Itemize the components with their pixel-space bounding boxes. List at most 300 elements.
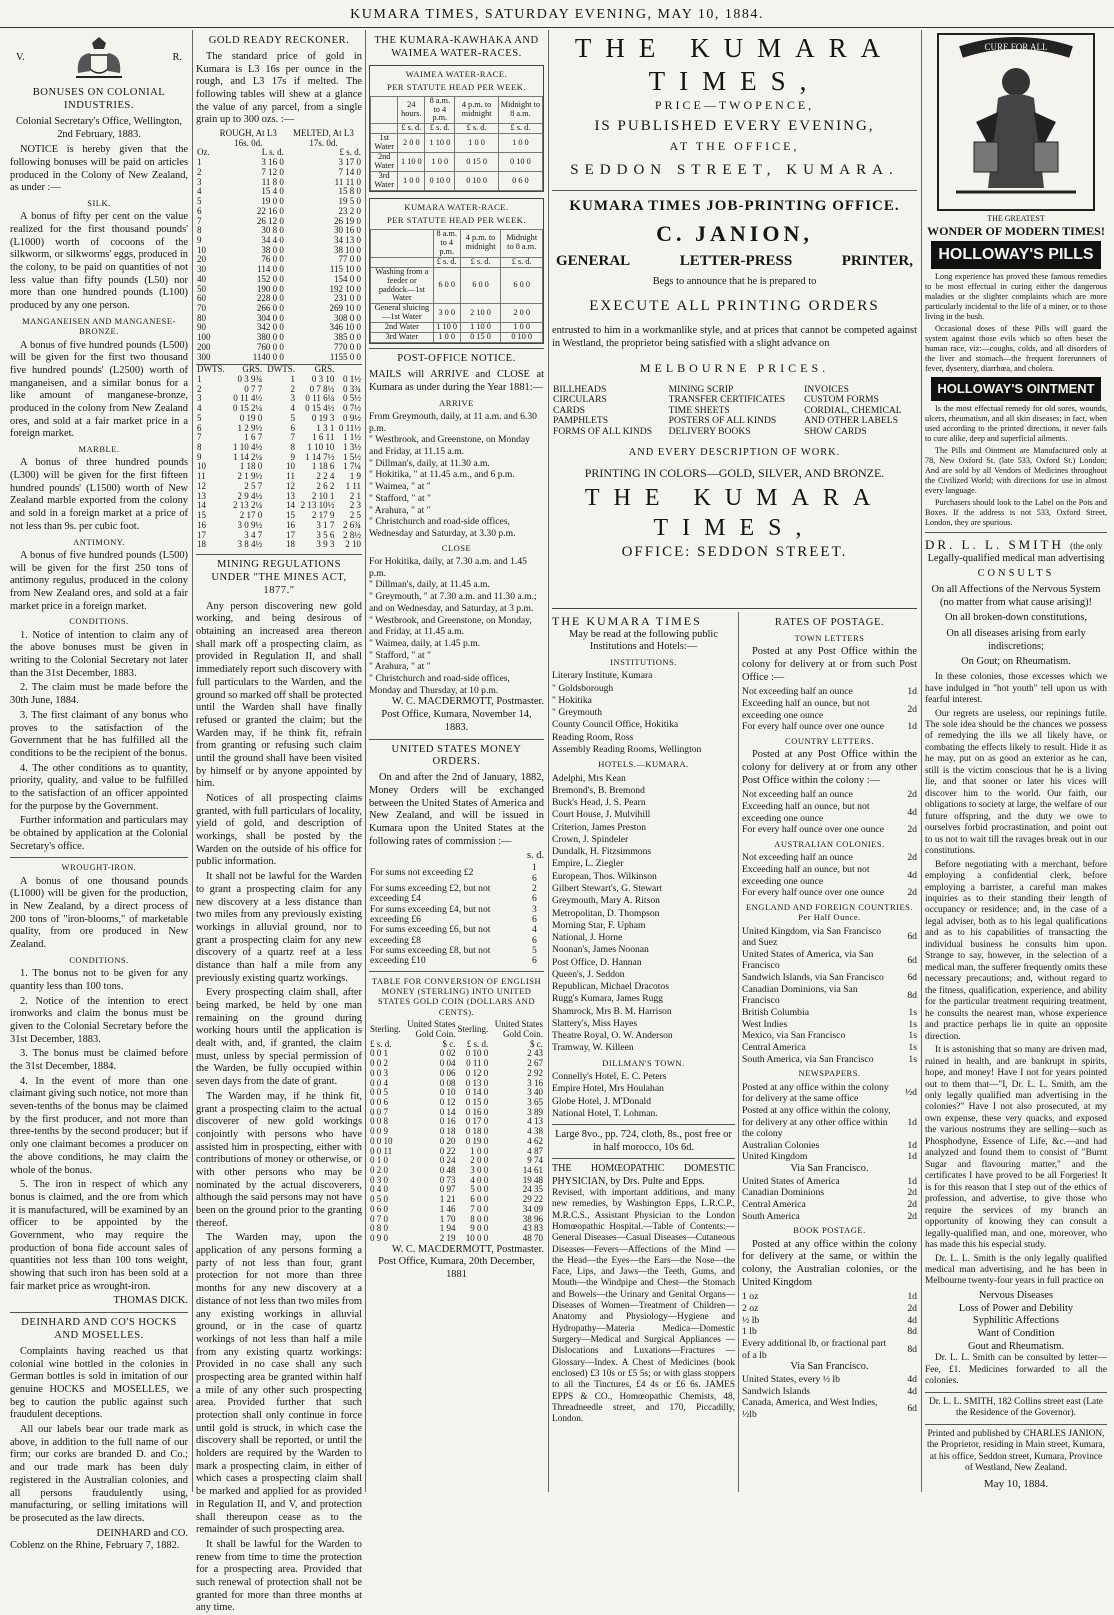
table-row xyxy=(742,1140,917,1152)
table-cell: 1 14 2¼ xyxy=(232,451,263,462)
list-item: " Christchurch and road-side offices, Monday and Thursday, at 10 p.m. xyxy=(369,673,510,696)
table-cell: 0 19 0 xyxy=(465,1135,489,1146)
table-row xyxy=(196,462,362,472)
table-row xyxy=(742,686,917,698)
list-item: National Hotel, T. Lohman. xyxy=(552,1107,658,1119)
imprint-date: May 10, 1884. xyxy=(983,1477,1049,1490)
table-cell: 2d xyxy=(907,824,917,836)
table-header: United States Gold Coin. xyxy=(494,1019,543,1039)
holloways-pills-banner: HOLLOWAY'S PILLS xyxy=(931,241,1101,269)
table-cell: For sums not exceeding £2 xyxy=(370,867,474,879)
table-header: 8 a.m. to 4 p.m. xyxy=(425,96,455,124)
list-item: Criterion, James Preston xyxy=(552,821,647,833)
divider xyxy=(925,1392,1107,1393)
table-cell: 76 0 0 xyxy=(261,254,284,265)
table-cell: 6 0 0 xyxy=(470,1194,489,1205)
table-cell: 3 xyxy=(290,393,295,404)
table-cell: United States of America xyxy=(742,1175,840,1187)
table-row xyxy=(742,1374,917,1386)
table-row xyxy=(196,414,362,424)
table-cell: 3 5 6 xyxy=(316,529,335,540)
table-row xyxy=(369,1059,544,1069)
table-row xyxy=(742,1019,917,1031)
water-races-heading: THE KUMARA-KAWHAKA AND WAIMEA WATER-RACES. xyxy=(374,35,539,59)
office-line: AT THE OFFICE, xyxy=(669,138,800,153)
table-cell: 1 18 0 xyxy=(239,461,263,472)
table-cell: SHOW CARDS xyxy=(804,425,867,437)
mining-paragraph: Any person discovering new gold working, and being desirous of obtaining an increased area thereon shall mark off a prospecting claim, as provided in Regulation II, and shall immediately report such discovery with full particulars to the Warden, and the ground so marked off shall be protected until the Warden shall have finally refused or granted the claim; but the Warden may, if he think fit, refrain from granting or refusing such claim until the ground shall have been visited by himself or by anyone appointed by him. xyxy=(196,600,362,790)
table-row xyxy=(369,1098,544,1108)
arrive-heading: ARRIVE xyxy=(439,397,474,408)
table-cell: 0 11 0 xyxy=(466,1058,489,1069)
list-item: Connelly's Hotel, E. C. Peters xyxy=(552,1071,667,1083)
table-cell: 192 10 0 xyxy=(329,283,361,294)
list-item: " Arahura, " at " xyxy=(369,661,431,673)
waimea-subheading: PER STATUTE HEAD PER WEEK. xyxy=(387,82,526,93)
table-cell: 760 0 0 xyxy=(256,341,284,352)
table-cell: 1d xyxy=(907,1151,917,1163)
gold-dwt-table xyxy=(196,364,362,550)
table-cell: 3 8 4½ xyxy=(237,539,263,550)
table-cell: 152 0 0 xyxy=(256,273,284,284)
table-cell: 19 0 0 xyxy=(261,196,284,207)
smith-paragraph: Our regrets are useless, our repinings futile. The sole idea should be the chances we possess of remedying the ills we all likely have, or combating the effects likely to result. Hide it as he may, put on as good an exterior as he can, still is the victim conscious that he is a living lie, and that sooner or later his vices will discover him to the world. Our faith, our obligations to society at large, the welfare of our future offspring, and the duty we owe to ourselves forbid procrastination, and point out to us not to wait till the ravages break out in our constitutions. xyxy=(925,708,1107,857)
table-cell: FORMS OF ALL KINDS xyxy=(553,425,653,437)
column-separator xyxy=(921,30,922,1492)
table-cell: 1s xyxy=(908,1053,917,1065)
table-cell: 26 19 0 xyxy=(334,215,361,226)
condition-item: 2. Notice of the intention to erect ironworks and claim the bonus must be given to the Colonial Secretary before the 31st December, 1883. xyxy=(10,995,188,1045)
table-cell: 0 10 0 xyxy=(501,333,543,343)
table-cell: 16 xyxy=(285,519,295,530)
table-row xyxy=(369,1166,544,1176)
mining-paragraph: Notices of all prospecting claims granted, with full particulars of locality, yield of gold, and description of workings, shall be posted by the Warden on the outside of his office for public information. xyxy=(196,793,362,868)
table-row xyxy=(371,304,543,323)
kumara-race-subheading: PER STATUTE HEAD PER WEEK. xyxy=(387,215,526,226)
table-cell: For sums exceeding £8, but not exceeding £10 xyxy=(370,945,491,967)
table-cell: 2 6 2 xyxy=(316,480,335,491)
kumara-race-table xyxy=(370,229,543,343)
table-cell: 304 0 0 xyxy=(256,312,284,323)
table-cell: 9 xyxy=(197,234,202,245)
table-row xyxy=(742,801,917,824)
general-line: GENERAL LETTER-PRESS PRINTER, xyxy=(556,252,913,269)
newspapers-heading: NEWSPAPERS. xyxy=(798,1068,861,1079)
table-row xyxy=(371,134,543,153)
table-header: £ s. d. xyxy=(370,1038,392,1049)
table-cell: 17 xyxy=(285,529,295,540)
hocks-text: Complaints having reached us that colonial wine bottled in the colonies in German bottles is sold in imitation of our genuine HOCKS and MOSELLES, we beg to caution the public against such fraudulent deceptions. xyxy=(10,1345,188,1421)
table-cell: CUSTOM FORMS xyxy=(804,394,879,406)
table-cell: 5 xyxy=(197,196,202,207)
table-cell: 3 0 0 xyxy=(433,304,460,323)
table-cell: 4d xyxy=(907,806,917,818)
divider xyxy=(369,971,544,972)
table-cell: POSTERS OF ALL KINDS xyxy=(668,415,777,427)
condition-item: 5. The iron in respect of which any bonus is claimed, and the ore from which it is manufactured, will be examined by an officer to be appointed by the Government, who may require the production of bona fide account sales of quantities not less than 100 tons weight, showing that such iron has been sold at a fair market price as wrought-iron. xyxy=(10,1179,188,1292)
table-cell: 10 0 0 xyxy=(465,1233,489,1243)
vr-left: V. xyxy=(16,51,25,63)
table-cell: 0 24 xyxy=(439,1155,456,1166)
table-cell: British Columbia xyxy=(742,1007,810,1019)
table-cell: 1 14 7½ xyxy=(305,451,335,462)
list-item: " Christchurch and road-side offices, Wednesday and Saturday, at 3.30 p.m. xyxy=(369,516,516,539)
marble-text: A bonus of three hundred pounds (L300) will be given for the first fifteen hundred pounds' (L1500) worth of New Zealand marble exported from the colony and sold in a foreign market at a price of not less than 9s. per cubic foot. xyxy=(10,457,188,532)
table-cell: 30 8 0 xyxy=(261,225,284,236)
country-letters-text: Posted at any Post Office within the colony for delivery at or from any other Post Office within the colony :— xyxy=(742,749,917,786)
table-row xyxy=(196,501,362,511)
table-row xyxy=(742,887,917,899)
table-cell: 0 7½ xyxy=(343,403,361,414)
table-cell: 2 1 xyxy=(349,490,361,501)
table-row xyxy=(196,424,362,434)
table-cell: 0 15 0 xyxy=(455,153,498,172)
list-item: " Greymouth, " at 7.30 a.m. and 11.30 a.m.; and on Wednesday, and Saturday, at 3 p.m. xyxy=(369,591,537,614)
table-cell: 13 xyxy=(197,490,206,501)
table-cell: 11 8 0 xyxy=(261,176,284,187)
table-cell: 0 7 0 xyxy=(370,1213,388,1224)
ointment-text: Is the most effectual remedy for old sores, wounds, ulcers, rheumatism, and all skin diseases; in fact, when used according to the printed directions, it never fails to cure alike, deep and superficial ailments. xyxy=(925,403,1107,443)
table-cell: 266 0 0 xyxy=(256,302,284,313)
table-cell: 1 0 0 xyxy=(498,134,542,153)
list-item: " Stafford, " at " xyxy=(369,492,431,504)
table-row xyxy=(369,884,544,905)
table-cell: For sums exceeding £2, but not exceeding £4 xyxy=(370,882,491,905)
table-row xyxy=(742,984,917,1007)
on-item: On all Affections of the Nervous System (no matter from what cause arising)! xyxy=(931,583,1101,608)
table-cell: 1 3½ xyxy=(343,442,361,453)
table-cell: 34 13 0 xyxy=(334,234,361,245)
table-cell: 6 xyxy=(290,422,295,433)
table-row xyxy=(742,1105,917,1140)
table-row xyxy=(196,443,362,453)
list-item: Assembly Reading Rooms, Wellington xyxy=(552,743,702,755)
postage-rates xyxy=(742,614,917,1421)
table-cell: 300 xyxy=(197,351,211,362)
table-cell: 9 xyxy=(290,451,295,462)
table-cell: 1 6 11 xyxy=(312,432,335,443)
table-cell: 1s xyxy=(908,1041,917,1053)
divider xyxy=(925,1424,1107,1425)
table-cell: 1 10 10 xyxy=(307,442,335,453)
table-cell: 22 16 0 xyxy=(256,205,284,216)
greatest-label: THE GREATEST xyxy=(987,214,1045,223)
table-header: 4 p.m. to midnight xyxy=(460,229,501,257)
table-row xyxy=(742,1326,917,1338)
table-cell: 0 22 xyxy=(439,1145,456,1156)
divider xyxy=(10,857,188,858)
list-item: " Dillman's, daily, at 11.30 a.m. xyxy=(369,457,490,469)
table-cell: For every half ounce over one ounce xyxy=(742,721,885,733)
column-3 xyxy=(369,32,544,1492)
table-row xyxy=(742,1338,917,1361)
table-cell: 0 1½ xyxy=(343,374,361,385)
table-cell: 12 xyxy=(197,480,206,491)
table-cell: 4 13 xyxy=(527,1116,543,1127)
table-cell: General sluicing—1st Water xyxy=(371,304,434,323)
read-heading: THE KUMARA TIMES xyxy=(552,614,702,628)
table-cell: 1 xyxy=(197,157,202,168)
table-cell: 0 11 4½ xyxy=(233,393,263,404)
table-header: United States Gold Coin. xyxy=(407,1019,456,1039)
table-cell: 38 10 0 xyxy=(334,244,361,255)
table-cell: 0 3 0 xyxy=(370,1174,388,1185)
rates-heading: RATES OF POSTAGE. xyxy=(774,617,885,628)
table-cell: 0 7 8½ xyxy=(309,383,335,394)
table-cell: 3 89 xyxy=(527,1106,543,1117)
table-cell: 13 xyxy=(285,490,295,501)
column-1 xyxy=(10,32,188,1552)
list-item: " Greymouth xyxy=(552,707,603,719)
table-cell: 1 3 1 xyxy=(316,422,335,433)
table-cell: 190 0 0 xyxy=(256,283,284,294)
table-cell: 6d xyxy=(907,954,917,966)
table-cell: 4 xyxy=(197,186,202,197)
table-cell: 0 14 xyxy=(439,1106,456,1117)
table-cell: 0 10 0 xyxy=(425,172,455,191)
table-cell: 1 10 4½ xyxy=(232,442,263,453)
coat-of-arms-icon xyxy=(70,33,128,83)
mining-paragraph: Every prospecting claim shall, after being marked, be held by one man remaining on the ground during working hours until the application is dealt with, and, if granted, the claim must, unless by special permission of the Warden, be fully occupied within seven days from the date of grant. xyxy=(196,987,362,1088)
table-cell: 15 8 0 xyxy=(338,186,361,197)
table-cell: 154 0 0 xyxy=(334,273,361,284)
table-cell: 1 94 xyxy=(439,1223,456,1234)
table-cell: 0 0 7 xyxy=(370,1106,388,1117)
table-cell: 2 3 xyxy=(349,500,361,511)
table-cell: 1 6 7 xyxy=(244,432,263,443)
table-header: £ s. d. xyxy=(339,147,361,158)
table-cell: 6 xyxy=(197,422,202,433)
table-row xyxy=(742,1054,917,1066)
divider xyxy=(552,608,917,609)
table-cell: 3 0 9½ xyxy=(237,519,263,530)
list-item: " Waimea, " at " xyxy=(369,481,431,493)
divider xyxy=(196,554,362,555)
table-header: L s. d. xyxy=(261,147,284,158)
list-item: Globe Hotel, J. M'Donald xyxy=(552,1095,651,1107)
table-cell: 0 20 xyxy=(439,1135,456,1146)
newspapers-rates xyxy=(742,1082,917,1163)
table-cell: 1 46 xyxy=(439,1203,456,1214)
table-cell: 10 xyxy=(285,461,295,472)
smith-heading: DR. L. L. SMITH (the only xyxy=(925,536,1103,552)
table-row xyxy=(369,1215,544,1225)
table-header: £ s. d. xyxy=(501,257,543,267)
table-row xyxy=(369,863,544,884)
table-cell: 4 xyxy=(197,403,202,414)
table-cell: 2 0 0 xyxy=(398,134,425,153)
table-cell: TIME SHEETS xyxy=(668,404,730,416)
list-item: Reading Room, Ross xyxy=(552,731,634,743)
table-cell: 0 13 0 xyxy=(465,1077,489,1088)
list-item: " Westbrook, and Greenstone, on Monday, and Friday, at 11.45 a.m. xyxy=(369,614,532,638)
table-cell: 0 16 xyxy=(439,1116,456,1127)
column-separator xyxy=(365,30,366,1492)
table-cell: 100 xyxy=(197,332,211,343)
table-row xyxy=(369,1224,544,1234)
table-cell: 2 2 4 xyxy=(316,471,335,482)
table-cell: 269 10 0 xyxy=(329,302,361,313)
table-cell: 7 0 0 xyxy=(470,1203,489,1214)
list-item: For Hokitika, daily, at 7.30 a.m. and 1.45 p.m. xyxy=(369,556,527,579)
table-row xyxy=(196,375,362,385)
table-cell: 1 6 xyxy=(531,862,537,884)
table-cell: 1 10 0 xyxy=(425,134,455,153)
column-2 xyxy=(196,32,362,1614)
arrive-list xyxy=(369,411,544,540)
town-rates xyxy=(742,686,917,733)
table-cell: 4 38 xyxy=(527,1126,543,1137)
table-cell: 1s xyxy=(908,1007,917,1019)
table-cell: 0 3 10 xyxy=(311,374,335,385)
table-cell: 0 16 0 xyxy=(465,1106,489,1117)
table-cell: 1 5½ xyxy=(343,451,361,462)
table-row xyxy=(742,864,917,887)
kumara-race-heading: KUMARA WATER-RACE. xyxy=(404,202,509,213)
table-cell: 3 16 xyxy=(527,1077,543,1088)
table-cell: CIRCULARS xyxy=(553,394,607,406)
table-cell: 19 5 0 xyxy=(338,196,361,207)
table-cell: 0 18 xyxy=(439,1126,456,1137)
table-cell: 50 xyxy=(197,283,206,294)
table-header: ROUGH, At L3 16s. 0d. xyxy=(219,128,277,148)
table-cell: 23 2 0 xyxy=(338,205,361,216)
table-row xyxy=(196,511,362,521)
antimony-text: A bonus of five hundred pounds (L500) will be given for the first 250 tons of antimony regulus, produced in the colony from New Zealand ores, and sold at a fair market price in a foreign market. xyxy=(10,549,188,612)
table-cell: Not exceeding half an ounce xyxy=(742,852,853,864)
divider xyxy=(925,532,1107,533)
mining-paragraph: It shall be lawful for the Warden to renew from time to time the protection for a prospecting area. Provided that such renewal of protection shall not be granted for more than three months at any time. xyxy=(196,1538,362,1614)
table-cell: 2d xyxy=(907,703,917,715)
masthead: KUMARA TIMES, SATURDAY EVENING, MAY 10, 1884. xyxy=(350,7,764,22)
vr-right: R. xyxy=(172,51,182,63)
list-item: Want of Condition xyxy=(977,1328,1055,1340)
table-cell: 26 12 0 xyxy=(256,215,284,226)
hotels-list xyxy=(552,773,735,1055)
hotels-heading: HOTELS.—KUMARA. xyxy=(598,759,689,770)
waimea-heading: WAIMEA WATER-RACE. xyxy=(405,68,508,79)
close-list xyxy=(369,556,544,696)
table-cell: Canadian Dominions xyxy=(742,1187,825,1199)
table-cell: South America xyxy=(742,1210,800,1222)
table-cell: 6 0 0 xyxy=(501,267,543,304)
table-cell: 8d xyxy=(907,1326,917,1338)
table-row xyxy=(196,472,362,482)
country-letters-heading: COUNTRY LETTERS. xyxy=(785,735,874,746)
table-cell: 0 0 10 xyxy=(370,1135,393,1146)
table-cell: 0 0 4 xyxy=(370,1077,388,1088)
table-cell: 3 xyxy=(197,176,202,187)
table-row xyxy=(196,521,362,531)
table-cell: 0 06 xyxy=(439,1067,456,1078)
table-cell: 1st Water xyxy=(371,134,398,153)
table-cell: South America, via San Francisco xyxy=(742,1053,874,1065)
table-row xyxy=(742,1030,917,1042)
table-cell: 0 1 0 xyxy=(370,1155,388,1166)
table-row xyxy=(742,972,917,984)
paper-title: THE KUMARA TIMES, xyxy=(574,33,895,96)
table-cell: 2d xyxy=(907,789,917,801)
table-cell: 2 xyxy=(197,166,202,177)
table-cell: 0 0 3 xyxy=(370,1067,388,1078)
table-cell: 2 10 0 xyxy=(460,304,501,323)
condition-item: 3. The first claimant of any bonus who proves to the satisfaction of the Government that he has fulfilled all the conditions to be the recipient of the bonus. xyxy=(10,709,188,759)
list-item: " Westbrook, and Greenstone, on Monday and Friday, at 11.15 a.m. xyxy=(369,434,530,458)
bonuses-heading: BONUSES ON COLONIAL INDUSTRIES. xyxy=(32,87,166,111)
table-cell: 2 17 9 xyxy=(311,510,335,521)
table-cell: 2nd Water xyxy=(371,153,398,172)
divider xyxy=(552,190,917,191)
table-cell: 770 0 0 xyxy=(334,341,361,352)
table-cell: 3 17 0 xyxy=(338,157,361,168)
table-cell: 2 6 xyxy=(531,882,537,905)
table-row xyxy=(742,1303,917,1315)
table-cell: 2d xyxy=(907,1210,917,1222)
table-cell: 1 18 6 xyxy=(311,461,335,472)
table-cell: 4 xyxy=(290,403,295,414)
list-item: " Goldsborough xyxy=(552,682,614,694)
table-cell: 0 0 1 xyxy=(370,1048,388,1059)
table-cell: 3 65 xyxy=(527,1096,543,1107)
table-cell: 3 16 0 xyxy=(261,157,284,168)
table-cell: 16 xyxy=(197,519,206,530)
diseases-list xyxy=(925,1290,1107,1353)
mining-paragraph: The Warden may, if he think fit, grant a prospecting claim to the actual discoverer of new gold workings conjointly with persons who have assisted him in prospecting, either with contributions of money or otherwise, or with other persons who may be nominated by the actual discoverers, although the said persons may not have been on the ground prior to the granting thereof. xyxy=(196,1090,362,1229)
table-cell: Central America xyxy=(742,1199,806,1211)
table-cell: 6 xyxy=(197,205,202,216)
table-cell: 4d xyxy=(907,869,917,881)
table-cell: 2 0 0 xyxy=(501,304,543,323)
table-cell: For every half ounce over one ounce xyxy=(742,824,885,836)
table-cell: 2 8½ xyxy=(343,529,361,540)
list-item: Greymouth, Mary A. Ritson xyxy=(552,895,660,907)
table-cell: 1d xyxy=(907,1139,917,1151)
table-cell: 11 xyxy=(197,471,206,482)
table-row xyxy=(369,1156,544,1166)
hocks-heading: DEINHARD AND CO'S HOCKS AND MOSELLES. xyxy=(21,1317,177,1342)
table-cell: 12 xyxy=(285,480,295,491)
table-cell: 60 xyxy=(197,293,206,304)
condition-item: 4. In the event of more than one claimant giving such notice, not more than seven-tenths of the bonus may be claimed by the first producer, and not more than three-tenths by the second producer; but if only one claimant becomes a producer on the above conditions, he may claim the whole of the bonus. xyxy=(10,1075,188,1176)
table-cell: 6d xyxy=(907,931,917,943)
table-cell: 3 4 7 xyxy=(244,529,263,540)
table-cell: 4d xyxy=(907,1385,917,1397)
table-cell: Central America xyxy=(742,1041,806,1053)
table-cell: 2 9 4½ xyxy=(237,490,263,501)
table-cell: 0 11 6¼ xyxy=(305,393,335,404)
table-cell: 2 13 2¼ xyxy=(232,500,263,511)
table-header: £ s. d. xyxy=(425,124,455,134)
table-cell: 0 15 2¼ xyxy=(232,403,263,414)
bonuses-origin: Colonial Secretary's Office, Wellington, 2nd February, 1883. xyxy=(16,115,182,140)
table-cell: 0 12 0 xyxy=(465,1067,489,1078)
table-header: DWTS. xyxy=(267,364,295,375)
table-row xyxy=(742,1007,917,1019)
table-cell: 1s xyxy=(908,1018,917,1030)
table-header: GRS. xyxy=(242,364,263,375)
table-cell: Posted at any office within the colony for delivery at the same office xyxy=(742,1081,889,1105)
via-heading-2: Via San Francisco. xyxy=(790,1361,869,1373)
table-header: GRS. xyxy=(314,364,335,375)
table-cell: 11 xyxy=(286,471,295,482)
table-cell: For sums exceeding £4, but not exceeding £6 xyxy=(370,903,491,925)
table-cell: 15 xyxy=(197,510,206,521)
table-row xyxy=(742,1199,917,1211)
table-row xyxy=(369,1176,544,1186)
melbourne-prices: MELBOURNE PRICES. xyxy=(639,360,830,375)
smith-paragraph: In these colonies, those excesses which we have indulged in "hot youth" tell upon us with fearful interest. xyxy=(925,672,1107,706)
table-cell: 1s xyxy=(908,1030,917,1042)
